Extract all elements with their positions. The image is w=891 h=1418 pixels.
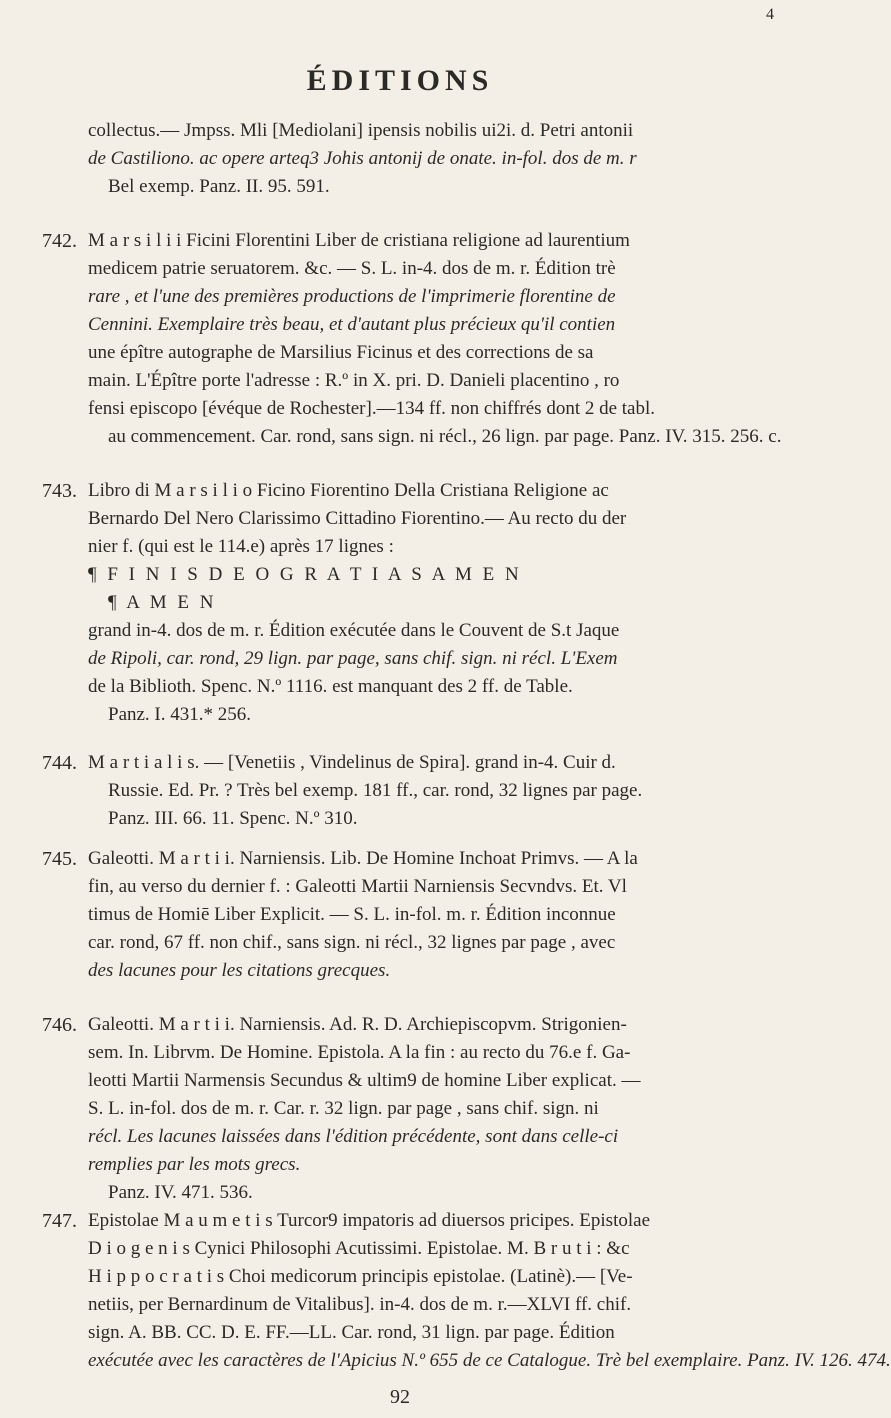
- entry-number: 743.: [42, 480, 77, 502]
- line: Panz. IV. 471. 536.: [108, 1182, 253, 1203]
- corner-mark: 4: [766, 6, 774, 23]
- line: car. rond, 67 ff. non chif., sans sign. ni récl., 32 lignes par page , avec: [88, 932, 616, 953]
- line: timus de Homiē Liber Explicit. — S. L. in-fol. m. r. Édition inconnue: [88, 904, 616, 925]
- page-header: ÉDITIONS: [306, 64, 494, 97]
- line: M a r t i a l i s. — [Venetiis , Vindelinus de Spira]. grand in-4. Cuir d.: [88, 752, 616, 773]
- line: Bernardo Del Nero Clarissimo Cittadino Fiorentino.— Au recto du der: [88, 508, 627, 529]
- line: récl. Les lacunes laissées dans l'édition précédente, sont dans celle-ci: [88, 1126, 619, 1147]
- line: fensi episcopo [évéque de Rochester].—134 ff. non chiffrés dont 2 de tabl.: [88, 398, 656, 419]
- line: Galeotti. M a r t i i. Narniensis. Lib. De Homine Inchoat Primvs. — A la: [88, 848, 638, 869]
- line: de Ripoli, car. rond, 29 lign. par page, sans chif. sign. ni récl. L'Exem: [88, 648, 618, 669]
- line: rare , et l'une des premières productions de l'imprimerie florentine de: [88, 286, 616, 307]
- line: medicem patrie seruatorem. &c. — S. L. in-4. dos de m. r. Édition trè: [88, 258, 616, 279]
- page-number: 92: [390, 1386, 410, 1408]
- line: au commencement. Car. rond, sans sign. ni récl., 26 lign. par page. Panz. IV. 315. 256. c.: [108, 426, 782, 447]
- entry-number: 747.: [42, 1210, 77, 1232]
- entry-number: 746.: [42, 1014, 77, 1036]
- entry-number: 742.: [42, 230, 77, 252]
- line: une épître autographe de Marsilius Ficinus et des corrections de sa: [88, 342, 594, 363]
- line: sem. In. Librvm. De Homine. Epistola. A la fin : au recto du 76.e f. Ga-: [88, 1042, 631, 1063]
- line: S. L. in-fol. dos de m. r. Car. r. 32 lign. par page , sans chif. sign. ni: [88, 1098, 599, 1119]
- line: collectus.— Jmpss. Mli [Mediolani] ipensis nobilis ui2i. d. Petri antonii: [88, 120, 634, 141]
- entry-number: 745.: [42, 848, 77, 870]
- line: Bel exemp. Panz. II. 95. 591.: [108, 176, 330, 197]
- line: H i p p o c r a t i s Choi medicorum principis epistolae. (Latinè).— [Ve-: [88, 1266, 633, 1287]
- line: Galeotti. M a r t i i. Narniensis. Ad. R. D. Archiepiscopvm. Strigonien-: [88, 1014, 627, 1035]
- line: Panz. I. 431.* 256.: [108, 704, 252, 725]
- line: de la Biblioth. Spenc. N.º 1116. est manquant des 2 ff. de Table.: [88, 676, 573, 697]
- line: sign. A. BB. CC. D. E. FF.—LL. Car. rond, 31 lign. par page. Édition: [88, 1322, 615, 1343]
- line: fin, au verso du dernier f. : Galeotti Martii Narniensis Secvndvs. Et. Vl: [88, 876, 627, 897]
- line: Epistolae M a u m e t i s Turcor9 impatoris ad diuersos pricipes. Epistolae: [88, 1210, 651, 1231]
- line: grand in-4. dos de m. r. Édition exécutée dans le Couvent de S.t Jaque: [88, 620, 620, 641]
- line: Panz. III. 66. 11. Spenc. N.º 310.: [108, 808, 358, 829]
- entry-number: 744.: [42, 752, 77, 774]
- line: main. L'Épître porte l'adresse : R.º in X. pri. D. Danieli placentino , ro: [88, 370, 620, 391]
- line: remplies par les mots grecs.: [88, 1154, 301, 1175]
- line: Libro di M a r s i l i o Ficino Fiorentino Della Cristiana Religione ac: [88, 480, 609, 501]
- line: Cennini. Exemplaire très beau, et d'autant plus précieux qu'il contien: [88, 314, 616, 335]
- line: de Castiliono. ac opere arteq3 Johis antonij de onate. in-fol. dos de m. r: [88, 148, 637, 169]
- line: exécutée avec les caractères de l'Apicius N.º 655 de ce Catalogue. Trè bel exemplaire. Panz. IV. 126. 474.: [88, 1350, 891, 1371]
- line: ¶ A M E N: [108, 592, 217, 613]
- line: nier f. (qui est le 114.e) après 17 lignes :: [88, 536, 394, 557]
- line: D i o g e n i s Cynici Philosophi Acutissimi. Epistolae. M. B r u t i : &c: [88, 1238, 630, 1259]
- line: leotti Martii Narmensis Secundus & ultim9 de homine Liber explicat. —: [88, 1070, 641, 1091]
- line: Russie. Ed. Pr. ? Très bel exemp. 181 ff., car. rond, 32 lignes par page.: [108, 780, 643, 801]
- line: des lacunes pour les citations grecques.: [88, 960, 391, 981]
- line: M a r s i l i i Ficini Florentini Liber de cristiana religione ad laurentium: [88, 230, 630, 251]
- line: netiis, per Bernardinum de Vitalibus]. in-4. dos de m. r.—XLVI ff. chif.: [88, 1294, 632, 1315]
- line: ¶ F I N I S D E O G R A T I A S A M E N: [88, 564, 522, 585]
